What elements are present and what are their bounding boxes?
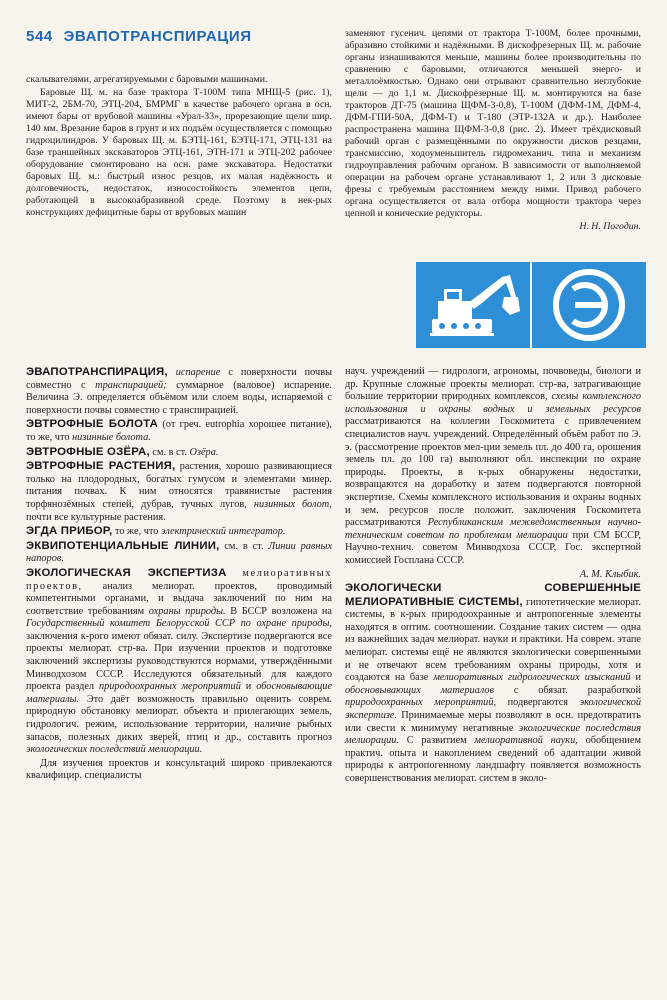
page-number: 544 — [26, 28, 53, 45]
running-title: ЭВАПОТРАНСПИРАЦИЯ — [63, 28, 252, 45]
cross-reference: низинные болота. — [72, 431, 151, 443]
headword: ЭВТРОФНЫЕ РАСТЕНИЯ, — [26, 460, 176, 473]
entry-text: и — [635, 672, 642, 684]
entry-text: и — [245, 681, 252, 693]
cross-reference: схемы комплексного использования и охраны водных и земельных ресурсов — [345, 391, 641, 415]
entry-text: при СМ БССР, Научно-технич. советом Минводхоза СССР, Гос. экспертной комиссией Госплана СССР. — [345, 529, 642, 566]
paragraph: Для изучения проектов и консультаций широко привлекаются квалифицир. специалисты — [26, 757, 332, 782]
cross-reference: экологические последствия мелиорации. — [345, 722, 642, 747]
entry-text: науч. учреждений — гидрологи, агрономы, почвоведы, биологи и др. Крупные сложные проекты мелиорат. стр-ва, затрагивающие большие территории природных комплексов, — [345, 366, 641, 403]
entry-text: Принимаемые меры позволяют в осн. предотвратить или свести к минимуму негативные — [345, 710, 641, 734]
headword: ЭВТРОФНЫЕ ОЗЁРА, — [26, 445, 150, 458]
cross-reference: транспирацией; — [95, 379, 167, 391]
entry-ecological-systems — [345, 582, 641, 786]
cross-reference: Государственный комитет Белорусской ССР по охране природы, — [26, 618, 332, 630]
entry-eutrophic-bogs — [26, 418, 332, 444]
cross-reference: природоохранных мероприятий, — [345, 697, 497, 709]
bottom-left-column — [26, 366, 332, 784]
entry-text: В БССР возложена на — [230, 605, 332, 617]
paragraph — [345, 366, 641, 568]
top-right-column — [345, 28, 641, 234]
headword: ЭКВИПОТЕНЦИАЛЬНЫЕ ЛИНИИ, — [26, 539, 220, 552]
headword: ЭВТРОФНЫЕ БОЛОТА — [26, 418, 159, 431]
entry-text: (от греч. eutrophia хорошее питание), то же, что — [26, 419, 332, 443]
entry-text: суммарное (валовое) испарение. Величина Э. определяется объёмом или слоем воды, испаряемой с поверхности почвы совместно с транспирацией. — [26, 379, 332, 416]
paragraph: скалывателями, агрегатируемыми с баровыми машинами. — [26, 74, 268, 85]
entry-text: с обязат. разработкой — [513, 684, 641, 696]
cross-reference: обосновывающих материалов — [345, 684, 495, 696]
entry-egda-device — [26, 525, 332, 539]
headword: ЭКОЛОГИЧЕСКИ СОВЕРШЕННЫЕ МЕЛИОРАТИВНЫЕ СИСТЕМЫ, — [345, 582, 641, 608]
entry-text: заключения к-рого имеют обязат. силу. Экспертизе подвергаются все проекты мелиорат. стр-ва. При изучении проектов и подготовке заключений экспертизы руководствуются нормами, утверждёнными Минводхозом СССР. Исследуются обязательный для каждого проекта раздел — [26, 630, 332, 693]
entry-subtitle: мелиоративных проектов, — [26, 567, 333, 592]
cross-reference: мелиоративной науки, — [474, 735, 578, 747]
entry-text: подвергаются — [507, 697, 569, 709]
entry-eutrophic-plants — [26, 460, 332, 524]
headword: ЭГДА ПРИБОР, — [26, 525, 113, 538]
top-left-column — [26, 74, 332, 220]
paragraph: заменяют гусенич. цепями от трактора Т-100М, более прочными, абразивно стойкими и надёжными. В дискофрезерных Щ. м. рабочие органы изнашиваются меньше, машины более производительны по сравнению с баровыми, отличаются меньшей энерго- и металлоёмкостью. Однако они отрывают сравнительно неглубокие щели — до 1,1 м. Дискофрезерные Щ. м. монтируются на базе тракторов ДТ-75 (машина ЩФМ-3-0,8), Т-100М (ДФМ-1М, ДФМ-4, ДФМ-ГПИ-50А, ДФМ-Т) и Т-180 (ЭТР-132А и др.). Наиболее распространена машина ЩФМ-3-0,8 (рис. 2). Имеет трёхдисковый рабочий орган с размещёнными по окружности дисков резцами, трансмиссию, ходоуменьшитель гидромеханич. типа и механизм гидроуправления рабочим органом. В зависимости от выполняемой операции на рабочем органе устанавливают 1, 2 или 3 дисковые фрезы с требуемым расстоянием между ними. Привод рабочего органа осуществляется от вала отбора мощности трактора через цепной и конические редукторы. — [345, 28, 641, 219]
entry-text: растения, хорошо развивающиеся только на плодородных, богатых гумусом и элементами минер. питания почвах. К ним относятся травянистые растения торфянозёмных степей, дубрав, тучных лугов, — [26, 461, 333, 510]
entry-eutrophic-lakes — [26, 446, 332, 460]
entry-text: рассматриваются на коллегии Госкомитета с привлечением специалистов науч. учреждений. Определённый объём работ по Э. э. (рассмотрение проектов мел-ции земель пл. до 400 га, орошения земель пл. до 100 га) выполняют обл. инспекции по охране природы. Проекты, в к-рых обнаружены недостатки, возвращаются на доработку и затем подвергаются повторной экспертизе. Схемы комплексного использования и охраны водных и зем. ресурсов после положит. заключения Госкомитета рассматриваются — [345, 416, 641, 529]
cross-reference: мелиоративных гидрологических изысканий — [433, 672, 631, 684]
cross-reference: экологической экспертизе. — [345, 697, 641, 722]
cross-reference: электрический интегратор. — [161, 526, 286, 538]
entry-ecological-expertise — [26, 567, 332, 757]
entry-text: то же, что — [114, 526, 159, 538]
entry-evapotranspiration — [26, 366, 332, 417]
page-header — [26, 28, 252, 45]
cross-reference: Озёра. — [189, 446, 219, 458]
entry-text: с поверхности почвы совместно с — [26, 367, 333, 391]
cross-reference: низинных болот, — [253, 498, 332, 510]
cross-reference: Линии равных напоров. — [26, 540, 333, 565]
ecology-e-icon — [549, 265, 629, 345]
headword: ЭВАПОТРАНСПИРАЦИЯ, — [26, 366, 168, 378]
entry-text: С развитием — [406, 735, 467, 747]
cross-reference: испарение — [175, 367, 221, 378]
ecology-logo — [532, 262, 646, 348]
excavator-logo — [416, 262, 530, 348]
entry-text: гипотетические мелиорат. системы, в к-рых природоохранные и антропогенные элементы находятся в оптим. соотношении. Создание таких систем — одна из важнейших задач мелиорат. науки и практики. На соврем. этапе мелиорат. системы ещё не являются экологически совершенными и не отвечают всем требованиям охраны природы, хотя и создаются на базе — [345, 596, 641, 684]
entry-equipotential-lines — [26, 540, 332, 566]
headword: ЭКОЛОГИЧЕСКАЯ ЭКСПЕРТИЗА — [26, 566, 227, 579]
entry-text: анализ мелиорат. проектов, проводимый компетентными органами, и выдача заключений по ним на соответствие требованиям — [26, 580, 333, 617]
cross-reference: природоохранных мероприятий — [98, 681, 241, 693]
author-signature: Н. Н. Погодин. — [579, 221, 641, 232]
cross-reference: Республиканским межведомственным научно-техническим советом по проблемам мелиорации — [345, 517, 642, 541]
paragraph: Баровые Щ. м. на базе трактора Т-100М типа МНЩ-5 (рис. 1), МИТ-2, 2БМ-70, ЭТЦ-204, БМРМГ в качестве рабочего органа в осн. имеют бары от врубовой машины «Урал-33», прорезающие щели шир. 140 мм. Врезание баров в грунт и их подъём осуществляется с помощью гидроцилиндров. У баровых Щ. м. БЭТЦ-161, БЭТЦ-171, ЭТЦ-131 на базе траншейных экскаваторов ЭТЦ-161, ЭТН-171 и ЭТЦ-202 рабочее оборудование смонтировано на осн. раме экскаватора. Недостатки баровых Щ. м.: быстрый износ резцов, их малая надёжность и долговечность, недостаток, износостойкость элементов цепи, работающей в высокоабразивной среде. Поэтому в нек-рых конструкциях дефицитные бары от врубовых машин — [26, 87, 332, 218]
entry-text: почти все культурные растения. — [26, 511, 166, 523]
cross-reference: экологических последствий мелиорации. — [26, 744, 203, 756]
entry-text: обобщением практич. опыта и накоплением сведений об адаптации живой природы к антропогенному ландшафту появляется возможность совершенствования мелиорат. систем в эколо- — [345, 735, 641, 784]
entry-text: см. в ст. — [152, 446, 187, 458]
cross-reference: охраны природы. — [148, 605, 226, 617]
entry-text: см. в ст. — [224, 540, 264, 552]
cross-reference: обосновывающие материалы. — [26, 681, 333, 705]
author-signature: А. М. Клыбик. — [579, 568, 641, 580]
bottom-right-column — [345, 366, 641, 787]
entry-text: Это даёт возможность правильно оценить соврем. природную обстановку мелиорат. объекта и прилегающих земель, гидрологич. режим, использование территории, наличие рыбных запасов, полезных диких зверей, птиц и др., составить прогноз — [26, 693, 333, 743]
excavator-icon — [424, 267, 522, 343]
